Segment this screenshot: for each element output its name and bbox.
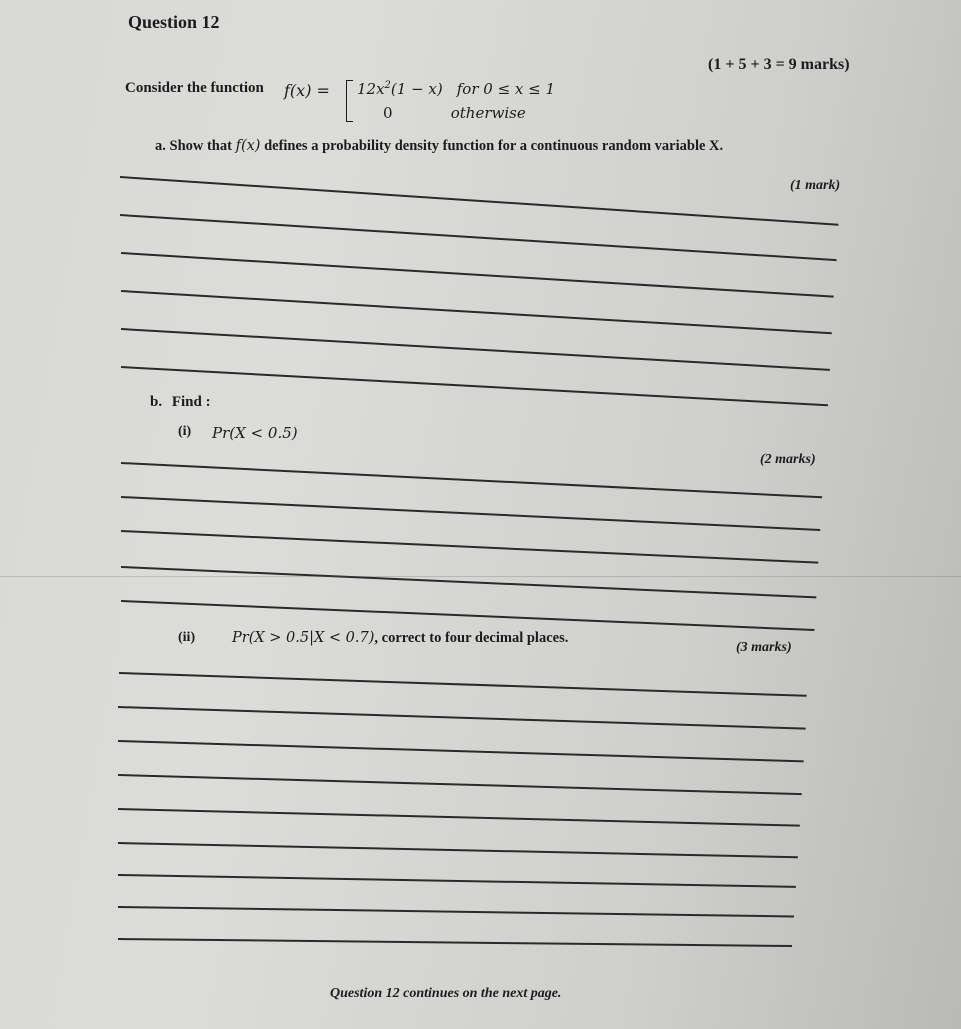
answer-line[interactable]	[118, 906, 794, 917]
part-a-fx: f(x)	[235, 138, 261, 154]
answer-line[interactable]	[118, 938, 792, 947]
answer-line[interactable]	[121, 566, 816, 598]
paper-fold	[0, 576, 961, 577]
part-b-label: b.	[150, 394, 163, 410]
intro-lead: Consider the function	[125, 80, 264, 96]
bracket-symbol	[346, 80, 353, 122]
answer-line[interactable]	[121, 366, 828, 406]
answer-line[interactable]	[118, 706, 806, 729]
part-a-text-after: defines a probability density function for a continuous random variable X.	[264, 138, 724, 154]
case2-expression: 0	[383, 104, 393, 122]
answer-line[interactable]	[118, 842, 798, 858]
question-title: Question 12	[128, 12, 220, 32]
answer-line[interactable]	[120, 214, 837, 261]
part-b-ii-question	[232, 630, 568, 647]
part-b-ii-text: , correct to four decimal places.	[374, 630, 569, 646]
cases-conditions	[450, 80, 556, 122]
cases-expressions	[357, 80, 443, 122]
part-b-i-expression: Pr(X < 0.5)	[212, 424, 298, 442]
answer-line[interactable]	[121, 252, 834, 297]
case2-condition: otherwise	[450, 104, 526, 122]
part-b-i-label: (i)	[178, 424, 192, 439]
case1-expression: $12x^2(1 - x)$	[357, 80, 443, 98]
part-b-ii-marks: (3 marks)	[736, 640, 792, 655]
piecewise-definition	[346, 80, 555, 122]
answer-line[interactable]	[118, 774, 802, 795]
function-lhs: f(x) =	[284, 81, 330, 100]
answer-line[interactable]	[119, 672, 807, 696]
part-a-label: a.	[155, 138, 166, 154]
answer-line[interactable]	[121, 600, 814, 631]
answer-line[interactable]	[121, 530, 818, 563]
answer-line[interactable]	[120, 176, 839, 225]
total-marks: (1 + 5 + 3 = 9 marks)	[708, 56, 850, 73]
continues-note: Question 12 continues on the next page.	[330, 986, 562, 1001]
part-b-text: Find :	[171, 394, 211, 410]
answer-line[interactable]	[121, 462, 822, 498]
part-a-text-before: Show that	[169, 138, 232, 154]
part-b-ii-label: (ii)	[178, 630, 196, 645]
answer-line[interactable]	[121, 290, 832, 334]
answer-line[interactable]	[118, 808, 800, 826]
part-b-ii-expression: Pr(X > 0.5|X < 0.7)	[232, 630, 375, 646]
answer-line[interactable]	[118, 874, 796, 887]
answer-line[interactable]	[118, 740, 804, 762]
part-b-i-marks: (2 marks)	[760, 452, 816, 467]
part-b	[150, 394, 211, 411]
part-a-marks: (1 mark)	[790, 178, 841, 193]
answer-line[interactable]	[121, 496, 820, 531]
answer-line[interactable]	[121, 328, 830, 370]
case1-condition: for 0 ≤ x ≤ 1	[456, 80, 556, 98]
part-a	[155, 138, 723, 155]
